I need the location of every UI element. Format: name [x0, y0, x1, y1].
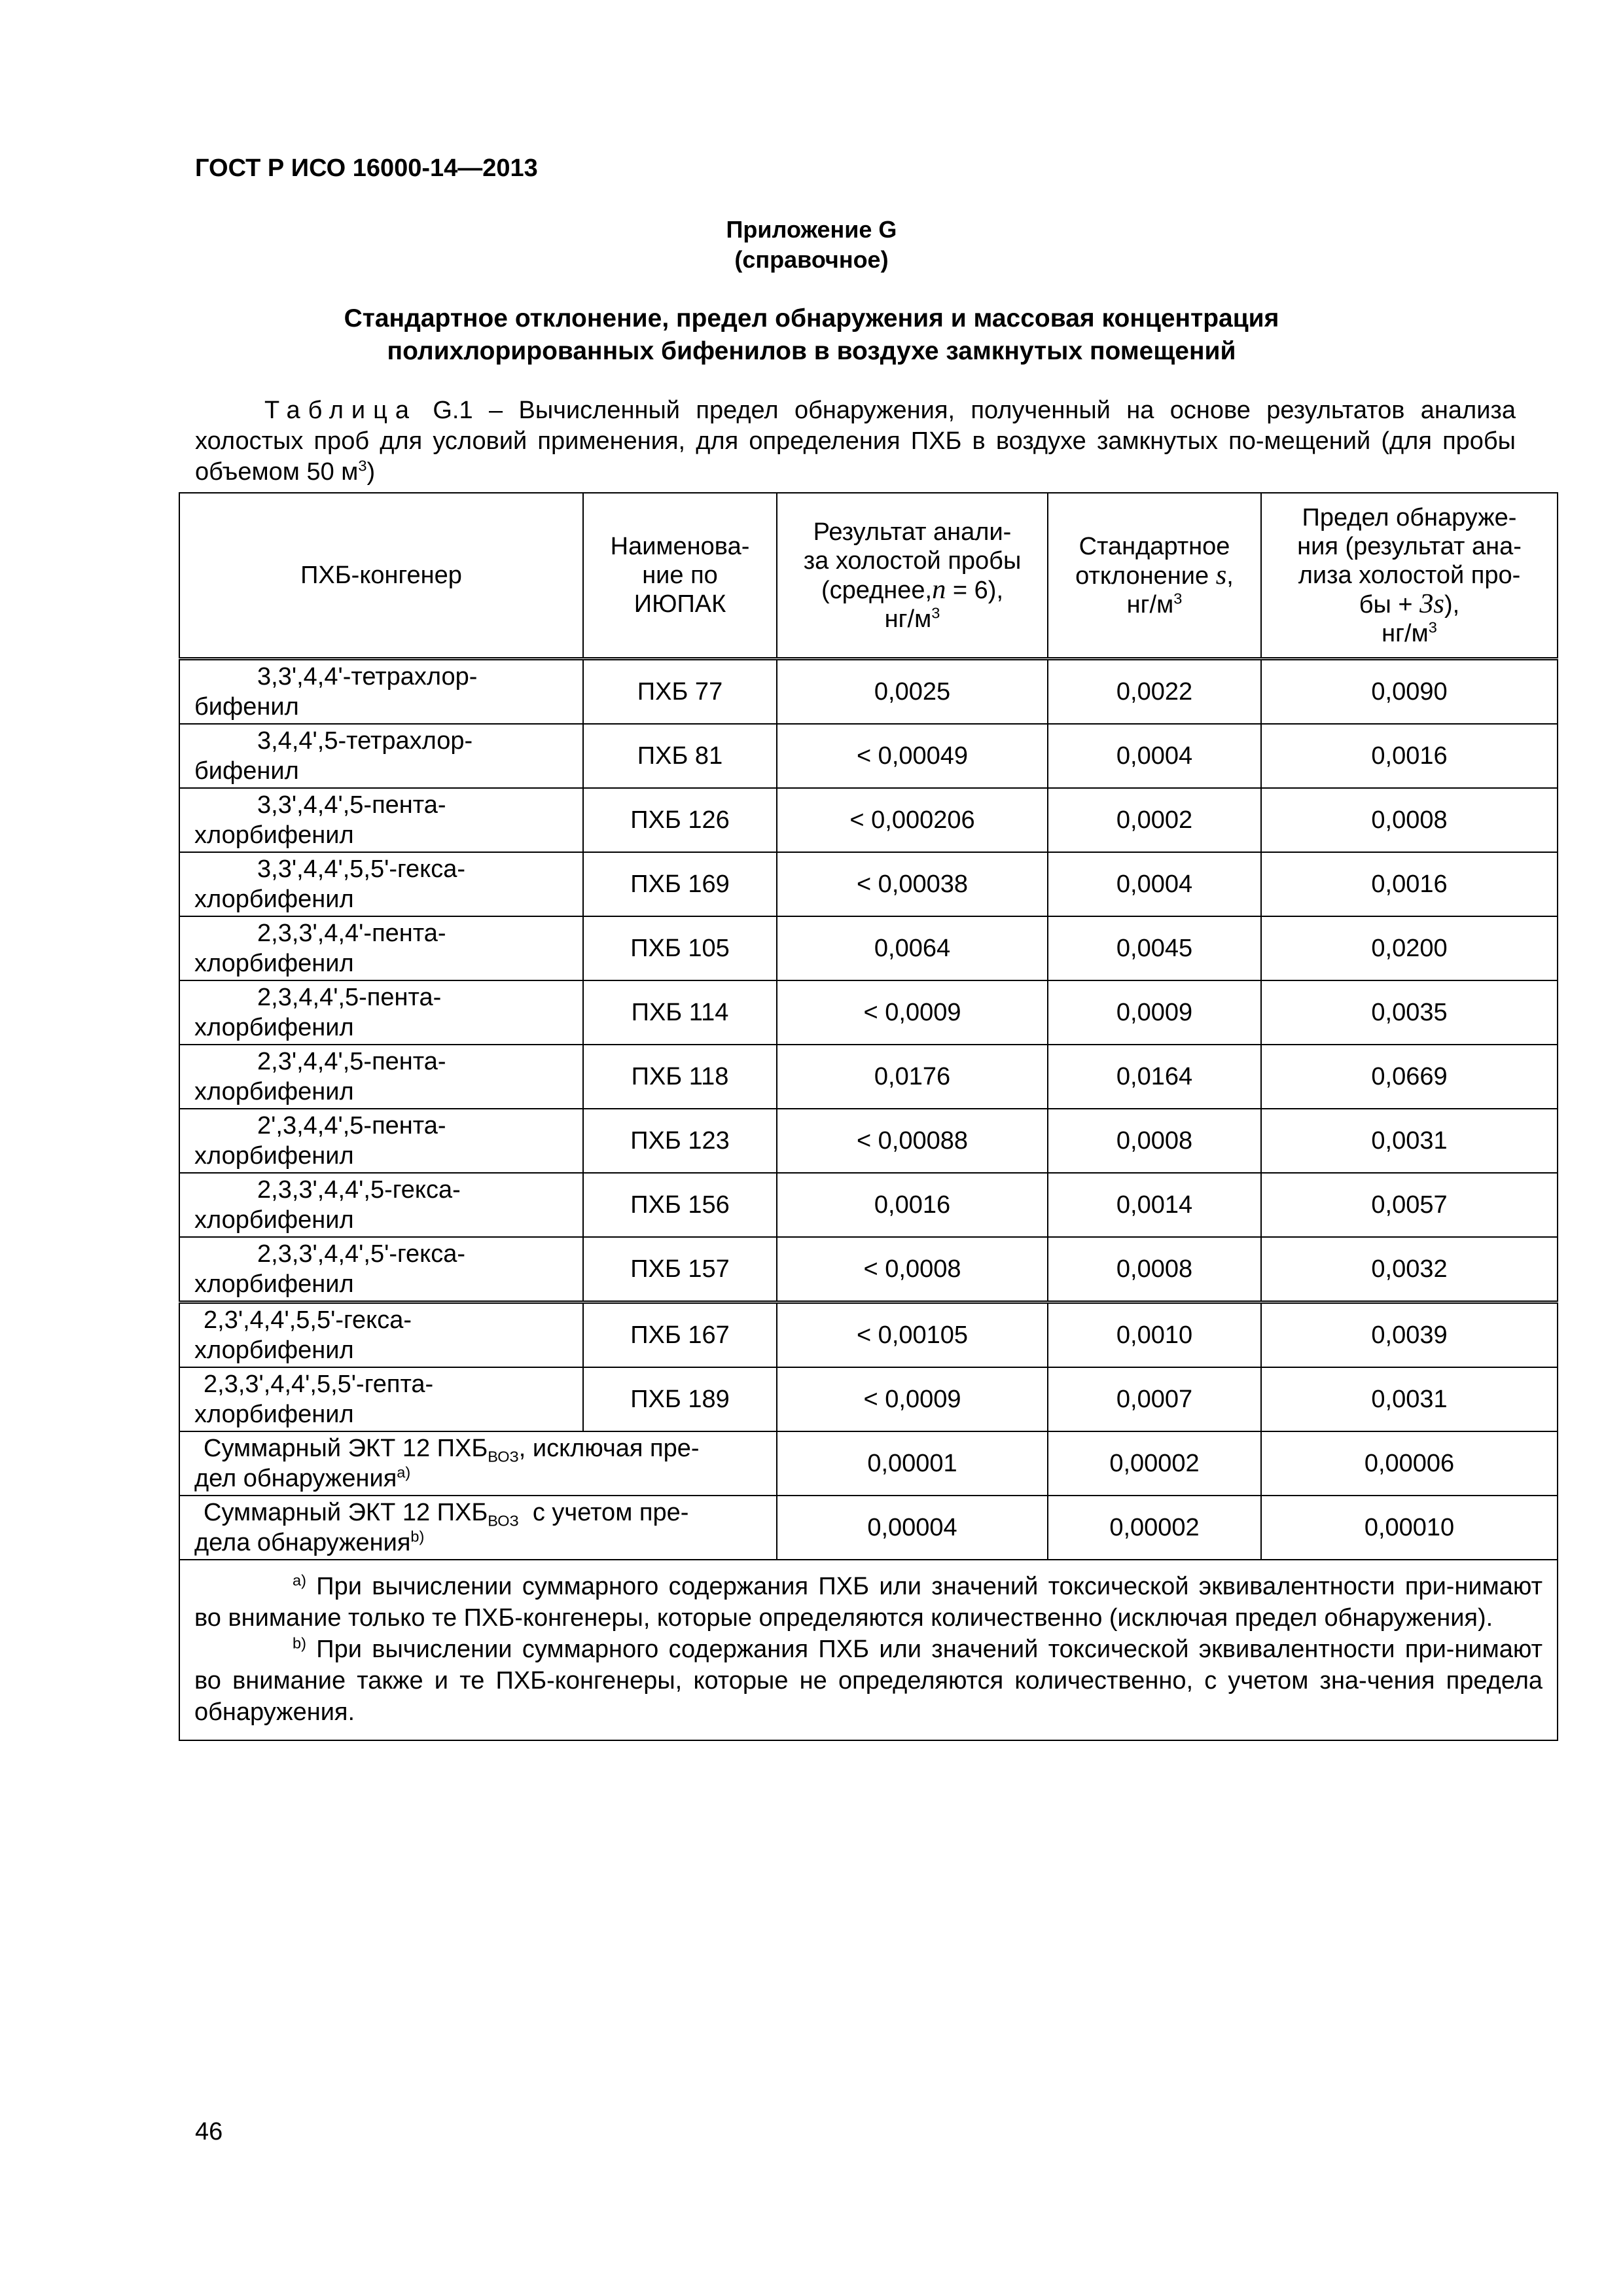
sd-cell: 0,0008 [1048, 1237, 1261, 1302]
iupac-cell: ПХБ 105 [583, 916, 777, 980]
table-row [179, 659, 1558, 725]
caption-sup: 3 [358, 457, 367, 475]
blank-cell: < 0,0009 [777, 980, 1048, 1045]
lod-cell: 0,0200 [1261, 916, 1558, 980]
congener-name: 2',3,4,4',5-пента- хлорбифенил [179, 1109, 583, 1173]
sd-cell: 0,0004 [1048, 852, 1261, 916]
header-iupac: Наименова- ние по ИЮПАК [583, 493, 777, 659]
congener-name: 2,3,4,4',5-пента- хлорбифенил [179, 980, 583, 1045]
congener-name: 3,3',4,4',5-пента- хлорбифенил [179, 788, 583, 852]
sd-cell: 0,0002 [1048, 788, 1261, 852]
sum-label: Суммарный ЭКТ 12 $ПХБ_{ВОЗ}$ с учетом пре- дела обнаружения$^{b)}$ [179, 1496, 777, 1560]
congener-name: 2,3',4,4',5-пента- хлорбифенил [179, 1045, 583, 1109]
congener-name: 3,4,4',5-тетрахлор- бифенил [179, 724, 583, 788]
lod-cell: 0,0057 [1261, 1173, 1558, 1237]
blank-cell: < 0,00038 [777, 852, 1048, 916]
blank-cell: 0,00004 [777, 1496, 1048, 1560]
congener-name: 2,3,3',4,4',5'-гекса- хлорбифенил [179, 1237, 583, 1302]
sd-cell: 0,0007 [1048, 1367, 1261, 1431]
table-row [179, 788, 1558, 852]
iupac-cell: ПХБ 81 [583, 724, 777, 788]
lod-cell: 0,00010 [1261, 1496, 1558, 1560]
header-std-deviation: Стандартное отклонение s, $нг/м^3$ [1048, 493, 1261, 659]
iupac-cell: ПХБ 77 [583, 659, 777, 725]
sd-cell: 0,0004 [1048, 724, 1261, 788]
caption-close: ) [366, 458, 376, 486]
sum-row [179, 1496, 1558, 1560]
appendix-kind: (справочное) [734, 246, 889, 273]
blank-cell: 0,00001 [777, 1431, 1048, 1496]
lod-cell: 0,00006 [1261, 1431, 1558, 1496]
iupac-cell: ПХБ 126 [583, 788, 777, 852]
pcb-table [179, 492, 1558, 1741]
footnote-b: $^{b)}$ При вычислении суммарного содержания ПХБ или значений токсической эквивалентности при-нимают во внимание также и те ПХБ-конгенеры, которые не определяются количественно, с учетом зна-чения предела обнаружения. [194, 1634, 1543, 1726]
footnote-a: $^{a)}$ При вычислении суммарного содержания ПХБ или значений токсической эквивалентности при-нимают во внимание только те ПХБ-конгенеры, которые определяются количественно (исключая предел обнаружения). [194, 1571, 1543, 1632]
table-row [179, 980, 1558, 1045]
iupac-cell: ПХБ 169 [583, 852, 777, 916]
lod-cell: 0,0016 [1261, 724, 1558, 788]
sd-cell: 0,0045 [1048, 916, 1261, 980]
lod-cell: 0,0090 [1261, 659, 1558, 725]
table-row [179, 1045, 1558, 1109]
sd-cell: 0,0164 [1048, 1045, 1261, 1109]
header-blank-result: Результат анали- за холостой пробы (среднее,n = 6), $нг/м^3$ [777, 493, 1048, 659]
lod-cell: 0,0669 [1261, 1045, 1558, 1109]
iupac-cell: ПХБ 156 [583, 1173, 777, 1237]
iupac-cell: ПХБ 118 [583, 1045, 777, 1109]
sum-label: Суммарный ЭКТ 12 $ПХБ_{ВОЗ}$, исключая пре- дел обнаружения$^{а)}$ [179, 1431, 777, 1496]
iupac-cell: ПХБ 157 [583, 1237, 777, 1302]
blank-cell: < 0,00105 [777, 1302, 1048, 1368]
header-detection-limit: Предел обнаруже- ния (результат ана- лиза холостой про- бы + 3s), $нг/м^3$ [1261, 493, 1558, 659]
lod-cell: 0,0035 [1261, 980, 1558, 1045]
caption-table-word: Таблица [264, 397, 417, 424]
blank-cell: < 0,0009 [777, 1367, 1048, 1431]
standard-designation: ГОСТ Р ИСО 16000-14—2013 [195, 154, 538, 182]
table-row [179, 1367, 1558, 1431]
iupac-cell: ПХБ 167 [583, 1302, 777, 1368]
lod-cell: 0,0008 [1261, 788, 1558, 852]
header-congener: ПХБ-конгенер [179, 493, 583, 659]
iupac-cell: ПХБ 114 [583, 980, 777, 1045]
table-row [179, 1302, 1558, 1368]
sd-cell: 0,0010 [1048, 1302, 1261, 1368]
table-row [179, 1173, 1558, 1237]
table-row [179, 724, 1558, 788]
lod-cell: 0,0032 [1261, 1237, 1558, 1302]
sd-cell: 0,0008 [1048, 1109, 1261, 1173]
table-row [179, 1237, 1558, 1302]
lod-cell: 0,0039 [1261, 1302, 1558, 1368]
lod-cell: 0,0031 [1261, 1109, 1558, 1173]
table-row [179, 852, 1558, 916]
page-number: 46 [195, 2118, 223, 2145]
sd-cell: 0,00002 [1048, 1496, 1261, 1560]
table-row [179, 1109, 1558, 1173]
iupac-cell: ПХБ 189 [583, 1367, 777, 1431]
blank-cell: < 0,00049 [777, 724, 1048, 788]
sd-cell: 0,0022 [1048, 659, 1261, 725]
blank-cell: 0,0025 [777, 659, 1048, 725]
sum-row [179, 1431, 1558, 1496]
lod-cell: 0,0031 [1261, 1367, 1558, 1431]
congener-name: 3,3',4,4'-тетрахлор- бифенил [179, 659, 583, 725]
blank-cell: < 0,00088 [777, 1109, 1048, 1173]
congener-name: 2,3,3',4,4',5,5'-гепта- хлорбифенил [179, 1367, 583, 1431]
title-line-2: полихлорированных бифенилов в воздухе замкнутых помещений [387, 337, 1236, 365]
notes-row [179, 1560, 1558, 1740]
congener-name: 3,3',4,4',5,5'-гекса- хлорбифенил [179, 852, 583, 916]
caption-text: G.1 – Вычисленный предел обнаружения, полученный на основе результатов анализа холостых проб для условий применения, для определения ПХБ в воздухе замкнутых по-мещений (для пробы объемом 50 м [195, 397, 1516, 486]
congener-name: 2,3,3',4,4'-пента- хлорбифенил [179, 916, 583, 980]
blank-cell: < 0,0008 [777, 1237, 1048, 1302]
sd-cell: 0,0009 [1048, 980, 1261, 1045]
header-row [179, 493, 1558, 659]
blank-cell: 0,0016 [777, 1173, 1048, 1237]
title-line-1: Стандартное отклонение, предел обнаружения и массовая концентрация [344, 304, 1279, 332]
congener-name: 2,3',4,4',5,5'-гекса- хлорбифенил [179, 1302, 583, 1368]
congener-name: 2,3,3',4,4',5-гекса- хлорбифенил [179, 1173, 583, 1237]
blank-cell: 0,0064 [777, 916, 1048, 980]
iupac-cell: ПХБ 123 [583, 1109, 777, 1173]
table-caption [195, 395, 1516, 488]
section-title [0, 302, 1623, 368]
sd-cell: 0,00002 [1048, 1431, 1261, 1496]
sd-cell: 0,0014 [1048, 1173, 1261, 1237]
table-row [179, 916, 1558, 980]
blank-cell: < 0,000206 [777, 788, 1048, 852]
blank-cell: 0,0176 [777, 1045, 1048, 1109]
lod-cell: 0,0016 [1261, 852, 1558, 916]
appendix-label: Приложение G [726, 216, 897, 243]
table-footnotes [179, 1560, 1558, 1740]
